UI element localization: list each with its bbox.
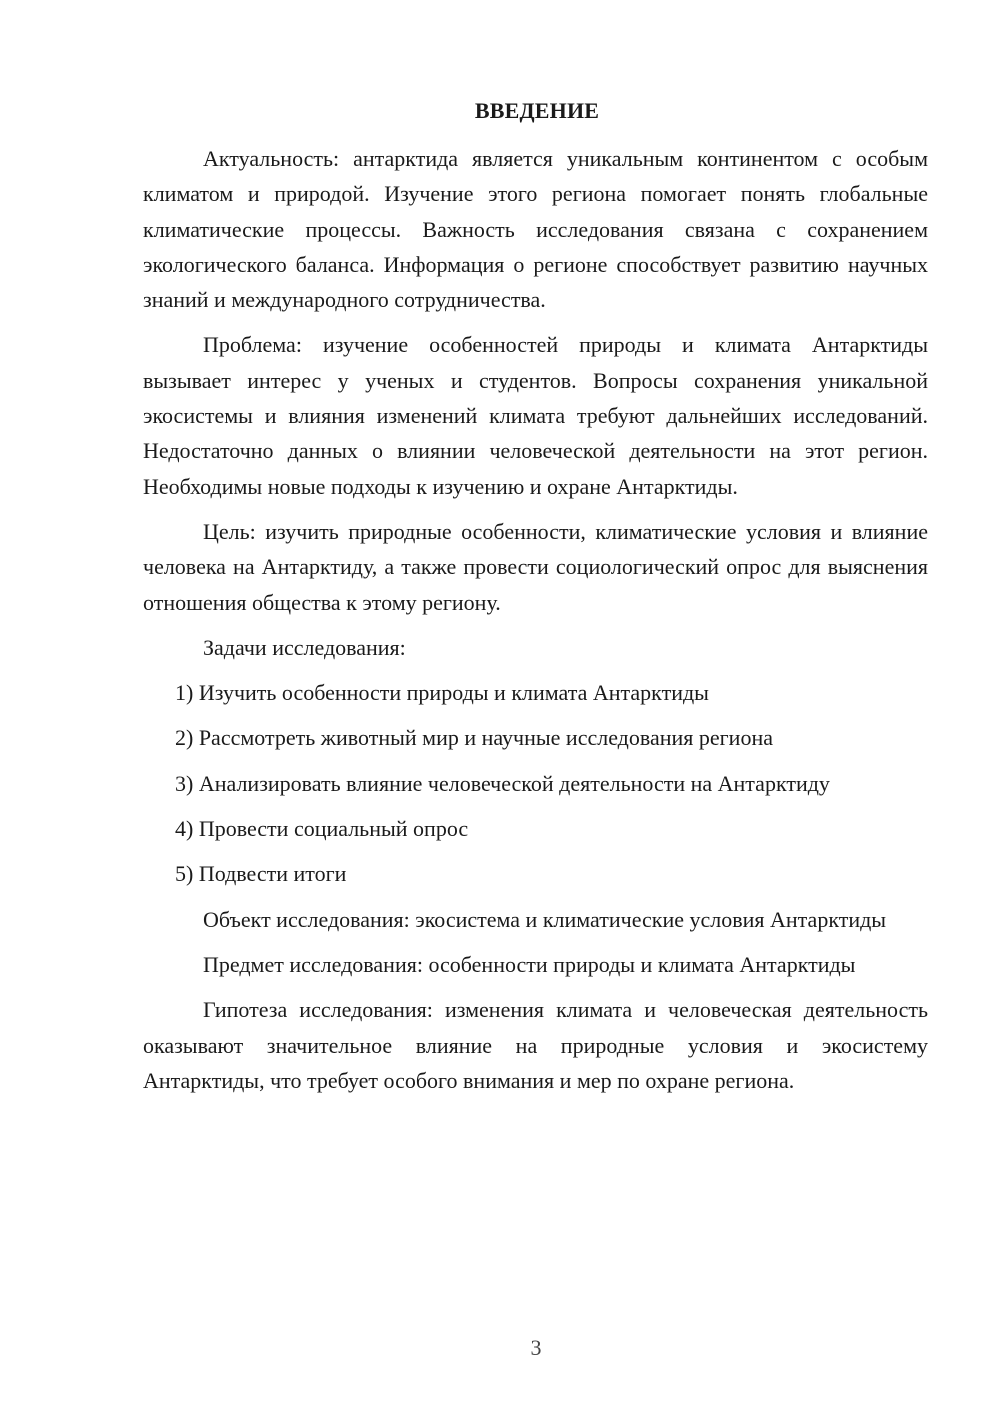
relevance-paragraph: Актуальность: антарктида является уникальным континентом с особым климатом и природой. Изучение этого региона помогает понять глобальные климатические процессы. Важность исследования связана с сохранением экологического баланса. Информация о регионе способствует развитию научных знаний и международного сотрудничества. — [143, 146, 928, 313]
subject-paragraph: Предмет исследования: особенности природы и климата Антарктиды — [203, 951, 856, 977]
body-text — [143, 141, 928, 1108]
task-item: 1) Изучить особенности природы и климата Антарктиды — [175, 680, 709, 706]
object-paragraph: Объект исследования: экосистема и климатические условия Антарктиды — [203, 906, 887, 932]
problem-paragraph: Проблема: изучение особенностей природы и климата Антарктиды вызывает интерес у ученых и студентов. Вопросы сохранения уникальной экосистемы и влияния изменений климата требуют дальнейших исследований. Недостаточно данных о влиянии человеческой деятельности на этот регион. Необходимы новые подходы к изучению и охране Антарктиды. — [143, 332, 928, 499]
page-number: 3 — [530, 1335, 542, 1360]
task-item: 3) Анализировать влияние человеческой деятельности на Антарктиду — [175, 770, 830, 796]
task-item: 5) Подвести итоги — [175, 861, 347, 887]
hypothesis-paragraph: Гипотеза исследования: изменения климата и человеческая деятельность оказывают значительное влияние на природные условия и экосистему Антарктиды, что требует особого внимания и мер по охране региона. — [143, 997, 928, 1093]
goal-paragraph: Цель: изучить природные особенности, климатические условия и влияние человека на Антарктиду, а также провести социологический опрос для выяснения отношения общества к этому региону. — [143, 518, 928, 615]
tasks-heading: Задачи исследования: — [203, 634, 406, 660]
task-item: 4) Провести социальный опрос — [175, 816, 469, 842]
task-item: 2) Рассмотреть животный мир и научные исследования региона — [175, 725, 773, 751]
page-title: ВВЕДЕНИЕ — [474, 98, 600, 123]
